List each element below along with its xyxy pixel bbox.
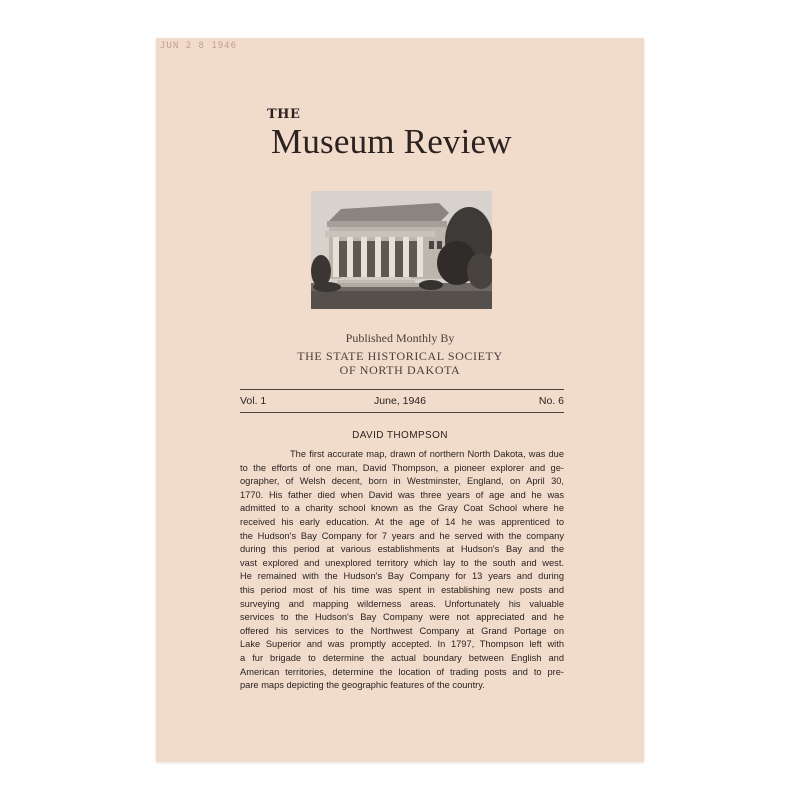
date-stamp: JUN 2 8 1946	[160, 41, 238, 51]
article-line: American territories, determine the location of trading posts and to pre-	[240, 666, 564, 677]
article-line: to the efforts of one man, David Thompson, a pioneer explorer and ge-	[240, 462, 564, 473]
article-line: pare maps depicting the geographic features of the country.	[240, 680, 485, 691]
article-line: surveying and mapping wilderness areas. Unfortunately his valuable	[240, 598, 564, 609]
divider-bottom	[240, 412, 564, 413]
article-line: admitted to a charity school known as the Gray Coat School where he	[240, 503, 564, 514]
divider-top	[240, 389, 564, 390]
article-line: 1770. His father died when David was three years of age and he was	[240, 489, 564, 500]
article-line: a fur brigade to determine the actual boundary between English and	[240, 652, 564, 663]
magazine-cover	[156, 38, 644, 762]
article-line: He remained with the Hudson's Bay Company for 13 years and during	[240, 571, 564, 582]
museum-building-illustration	[311, 191, 492, 309]
masthead-title: Museum Review	[271, 122, 512, 161]
society-name-line2: OF NORTH DAKOTA	[339, 363, 461, 377]
article-line: vast explored and unexplored territory which lay to the south and west.	[240, 557, 564, 568]
article-line: services to the Hudson's Bay Company were not appreciated and he	[240, 612, 564, 623]
article-body	[240, 448, 564, 693]
society-name-line1: THE STATE HISTORICAL SOCIETY	[297, 349, 503, 363]
published-by-text: Published Monthly By	[345, 331, 455, 345]
museum-building-photo	[311, 191, 492, 309]
issue-number: No. 6	[538, 395, 564, 407]
article-line: received his early education. At the age of 14 he was apprenticed to	[240, 516, 564, 527]
article-line: The first accurate map, drawn of northern North Dakota, was due	[290, 449, 564, 459]
article-line: Lake Superior and was promptly accepted. In 1797, Thompson left with	[240, 639, 564, 650]
article-title: DAVID THOMPSON	[352, 430, 448, 441]
masthead-the: THE	[267, 107, 301, 122]
issue-date: June, 1946	[374, 395, 426, 407]
article-line: this period most of his time was spent in establishing new posts and	[240, 584, 564, 595]
article-line: offered his services to the Northwest Company at Grand Portage on	[240, 625, 564, 636]
issue-volume: Vol. 1	[240, 395, 267, 407]
article-line: ographer, of Welsh decent, born in Westminster, England, on April 30,	[240, 476, 564, 487]
article-line: during this period at various establishments at Hudson's Bay and the	[240, 544, 564, 555]
article-line: the Hudson's Bay Company for 7 years and he served with the company	[240, 530, 564, 541]
